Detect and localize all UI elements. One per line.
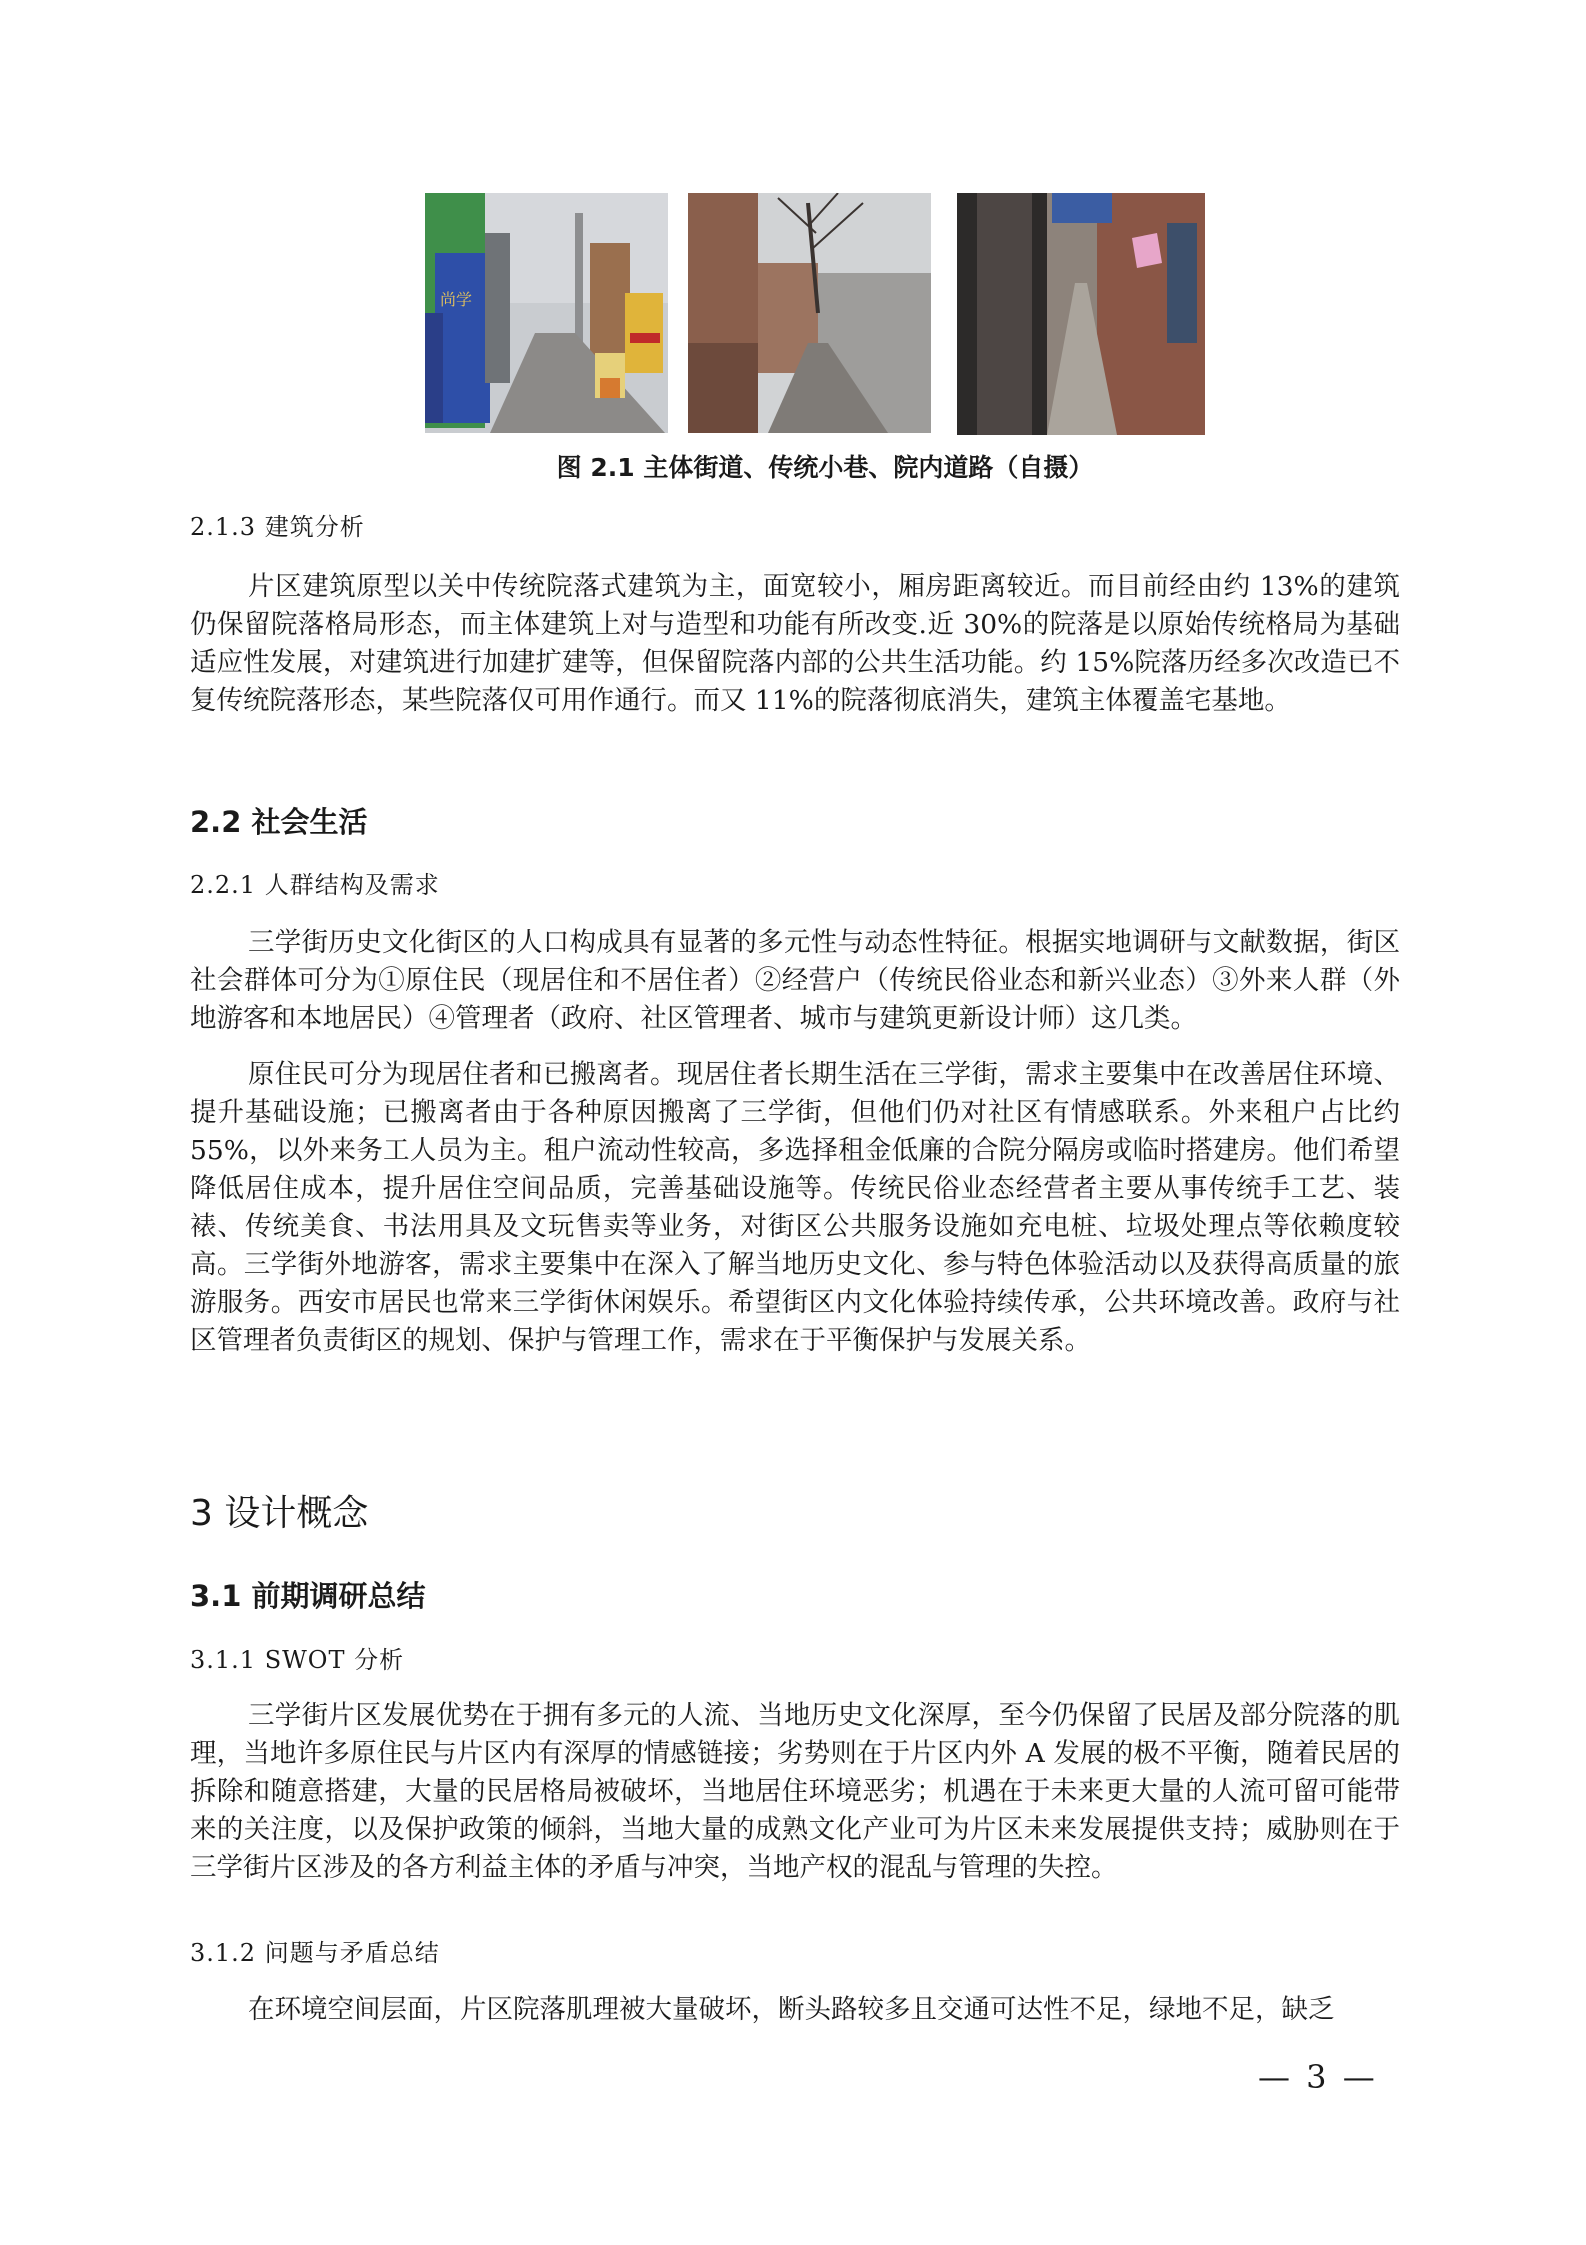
paragraph-building-analysis: 片区建筑原型以关中传统院落式建筑为主，面宽较小，厢房距离较近。而目前经由约 13%的建筑仍保留院落格局形态，而主体建筑上对与造型和功能有所改变.近 30%的院落是以原始传统格局为基础适应性发展，对建筑进行加建扩建等，但保留院落内部的公共生活功能。约 15%院落历经多次改造已不复传统院落形态，某些院落仅可用作通行。而又 11%的院落彻底消失，建筑主体覆盖宅基地。 [190, 571, 1400, 716]
photo-main-street [425, 193, 668, 433]
shop-sign: 尚学 [440, 290, 473, 309]
paragraph-swot: 三学街片区发展优势在于拥有多元的人流、当地历史文化深厚，至今仍保留了民居及部分院落的肌理，当地许多原住民与片区内有深厚的情感链接；劣势则在于片区内外 A 发展的极不平衡，随着民居的拆除和随意搭建，大量的民居格局被破坏，当地居住环境恶劣；机遇在于未来更大量的人流可留可能带来的关注度，以及保护政策的倾斜，当地大量的成熟文化产业可为片区未来发展提供支持；威胁则在于三学街片区涉及的各方利益主体的矛盾与冲突，当地产权的混乱与管理的失控。 [190, 1700, 1400, 1883]
alley-image [688, 193, 931, 433]
figure-2-1 [425, 193, 1205, 482]
paragraph-population-structure: 三学街历史文化街区的人口构成具有显著的多元性与动态性特征。根据实地调研与文献数据，街区社会群体可分为①原住民（现居住和不居住者）②经营户（传统民俗业态和新兴业态）③外来人群（外地游客和本地居民）④管理者（政府、社区管理者、城市与建筑更新设计师）这几类。 [190, 927, 1400, 1034]
heading-2-1-3: 2.1.3 建筑分析 [190, 513, 365, 541]
paragraph-problems: 在环境空间层面，片区院落肌理被大量破坏，断头路较多且交通可达性不足，绿地不足，缺乏 [248, 1994, 1335, 2025]
heading-3-1-2: 3.1.2 问题与矛盾总结 [190, 1939, 440, 1967]
paragraph-residents-needs: 原住民可分为现居住者和已搬离者。现居住者长期生活在三学街，需求主要集中在改善居住环境、提升基础设施；已搬离者由于各种原因搬离了三学街，但他们仍对社区有情感联系。外来租户占比约 55%，以外来务工人员为主。租户流动性较高，多选择租金低廉的合院分隔房或临时搭建房。他们希望降低居住成本，提升居住空间品质，完善基础设施等。传统民俗业态经营者主要从事传统手工艺、装裱、传统美食、书法用具及文玩售卖等业务，对街区公共服务设施如充电桩、垃圾处理点等依赖度较高。三学街外地游客，需求主要集中在深入了解当地历史文化、参与特色体验活动以及获得高质量的旅游服务。西安市居民也常来三学街休闲娱乐。希望街区内文化体验持续传承，公共环境改善。政府与社区管理者负责街区的规划、保护与管理工作，需求在于平衡保护与发展关系。 [190, 1059, 1400, 1356]
page-number: — 3 — [1258, 2058, 1378, 2096]
heading-2-2-1: 2.2.1 人群结构及需求 [190, 871, 440, 899]
main-street-image [425, 193, 668, 433]
photo-courtyard-path [957, 193, 1205, 435]
courtyard-image [957, 193, 1205, 435]
heading-3-1: 3.1 前期调研总结 [190, 1579, 426, 1613]
photo-traditional-alley [688, 193, 931, 433]
heading-3-1-1: 3.1.1 SWOT 分析 [190, 1646, 405, 1674]
heading-2-2: 2.2 社会生活 [190, 805, 368, 839]
figure-caption: 图 2.1 主体街道、传统小巷、院内道路（自摄） [556, 453, 1094, 482]
heading-3: 3 设计概念 [190, 1493, 369, 1534]
